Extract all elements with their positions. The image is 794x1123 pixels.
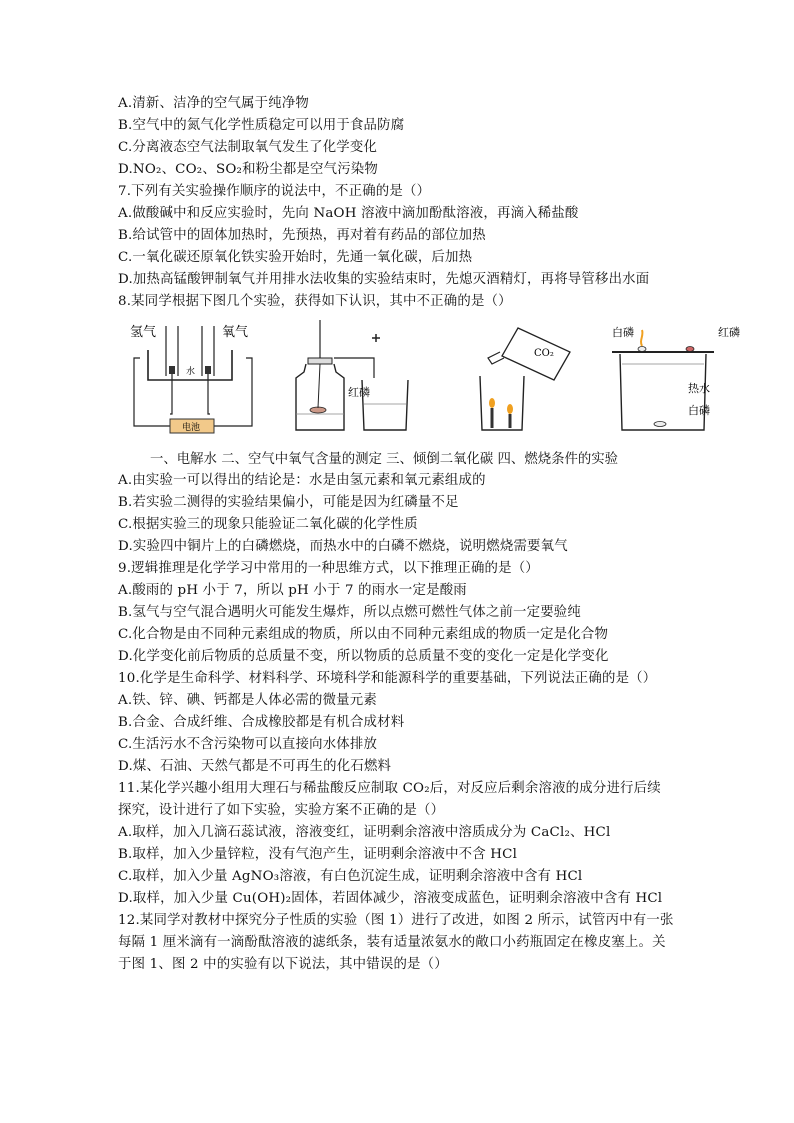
label-hydrogen: 氢气: [130, 325, 157, 340]
label-oxygen: 氧气: [222, 325, 249, 340]
q10-option-b: B.合金、合成纤维、合成橡胶都是有机合成材料: [118, 715, 405, 730]
clamp: [372, 334, 380, 342]
q11-stem-line2: 探究，设计进行了如下实验，实验方案不正确的是（）: [118, 803, 445, 818]
q9-option-c: C.化合物是由不同种元素组成的物质，所以由不同种元素组成的物质一定是化合物: [118, 627, 609, 642]
q7-option-a: A.做酸碱中和反应实验时，先向 NaOH 溶液中滴加酚酞溶液，再滴入稀盐酸: [118, 206, 579, 221]
q11-option-a: A.取样，加入几滴石蕊试液，溶液变红，证明剩余溶液中溶质成分为 CaCl₂、HCl: [118, 825, 611, 840]
q6-option-b: B.空气中的氮气化学性质稳定可以用于食品防腐: [118, 118, 405, 133]
label-white-phosphorus-top: 白磷: [612, 326, 634, 339]
figure-oxygen-content: [296, 320, 408, 430]
q8-option-b: B.若实验二测得的实验结果偏小，可能是因为红磷量不足: [118, 495, 459, 510]
q12-stem-line1: 12.某同学对教材中探究分子性质的实验（图 1）进行了改进，如图 2 所示，试管丙中有一张: [118, 913, 674, 928]
q7-stem: 7.下列有关实验操作顺序的说法中，不正确的是（）: [118, 184, 431, 199]
label-co2: CO₂: [534, 348, 554, 359]
label-water: 水: [186, 367, 196, 377]
electrode-left: [169, 366, 175, 374]
flame-low: [507, 404, 513, 414]
q9-option-a: A.酸雨的 pH 小于 7，所以 pH 小于 7 的雨水一定是酸雨: [118, 583, 467, 598]
label-white-phosphorus-bottom: 白磷: [688, 404, 710, 417]
q10-option-d: D.煤、石油、天然气都是不可再生的化石燃料: [118, 759, 392, 774]
q6-option-c: C.分离液态空气法制取氧气发生了化学变化: [118, 140, 378, 155]
q7-option-d: D.加热高锰酸钾制氧气并用排水法收集的实验结束时，先熄灭酒精灯，再将导管移出水面: [118, 272, 650, 287]
figure-caption: 一、电解水 二、空气中氧气含量的测定 三、倾倒二氧化碳 四、燃烧条件的实验: [150, 452, 619, 467]
label-red-phosphorus: 红磷: [348, 386, 370, 399]
q10-option-c: C.生活污水不含污染物可以直接向水体排放: [118, 737, 378, 752]
figure-pour-co2: [480, 328, 570, 430]
beaker-candles: [480, 376, 524, 430]
q8-stem: 8.某同学根据下图几个实验，获得如下认识，其中不正确的是（）: [118, 294, 512, 309]
electrode-right: [205, 366, 211, 374]
q8-option-d: D.实验四中铜片上的白磷燃烧，而热水中的白磷不燃烧，说明燃烧需要氧气: [118, 539, 568, 554]
label-red-phosphorus-copper: 红磷: [718, 326, 740, 339]
q7-option-c: C.一氧化碳还原氧化铁实验开始时，先通一氧化碳，后加热: [118, 250, 473, 265]
q9-option-d: D.化学变化前后物质的总质量不变，所以物质的总质量不变的变化一定是化学变化: [118, 649, 609, 664]
figure-electrolysis: [130, 325, 252, 433]
q8-option-c: C.根据实验三的现象只能验证二氧化碳的化学性质: [118, 517, 418, 532]
q12-stem-line2: 每隔 1 厘米滴有一滴酚酞溶液的滤纸条，装有适量浓氨水的敞口小药瓶固定在橡皮塞上。关: [118, 935, 666, 950]
label-hot-water: 热水: [688, 382, 710, 395]
q7-option-b: B.给试管中的固体加热时，先预热，再对着有药品的部位加热: [118, 228, 486, 243]
q11-option-d: D.取样，加入少量 Cu(OH)₂固体，若固体减少，溶液变成蓝色，证明剩余溶液中含有 HCl: [118, 891, 663, 906]
flame-high: [489, 398, 495, 408]
stopper: [308, 358, 332, 364]
q8-option-a: A.由实验一可以得出的结论是：水是由氢元素和氧元素组成的: [118, 473, 486, 488]
figure-combustion: [612, 325, 740, 430]
label-battery: 电池: [182, 423, 201, 433]
experiment-figures: [130, 318, 740, 442]
q11-option-b: B.取样，加入少量锌粒，没有气泡产生，证明剩余溶液中不含 HCl: [118, 847, 518, 862]
q11-option-c: C.取样，加入少量 AgNO₃溶液，有白色沉淀生成，证明剩余溶液中含有 HCl: [118, 869, 583, 884]
q9-option-b: B.氢气与空气混合遇明火可能发生爆炸，所以点燃可燃性气体之前一定要验纯: [118, 605, 581, 620]
q6-option-d: D.NO₂、CO₂、SO₂和粉尘都是空气污染物: [118, 162, 378, 177]
q11-stem-line1: 11.某化学兴趣小组用大理石与稀盐酸反应制取 CO₂后，对反应后剩余溶液的成分进行后续: [118, 781, 661, 796]
q9-stem: 9.逻辑推理是化学学习中常用的一种思维方式，以下推理正确的是（）: [118, 561, 539, 576]
q10-stem: 10.化学是生命科学、材料科学、环境科学和能源科学的重要基础，下列说法正确的是（）: [118, 671, 657, 686]
q6-option-a: A.清新、洁净的空气属于纯净物: [118, 96, 310, 111]
q10-option-a: A.铁、锌、碘、钙都是人体必需的微量元素: [118, 693, 377, 708]
q12-stem-line3: 于图 1、图 2 中的实验有以下说法，其中错误的是（）: [118, 957, 448, 972]
